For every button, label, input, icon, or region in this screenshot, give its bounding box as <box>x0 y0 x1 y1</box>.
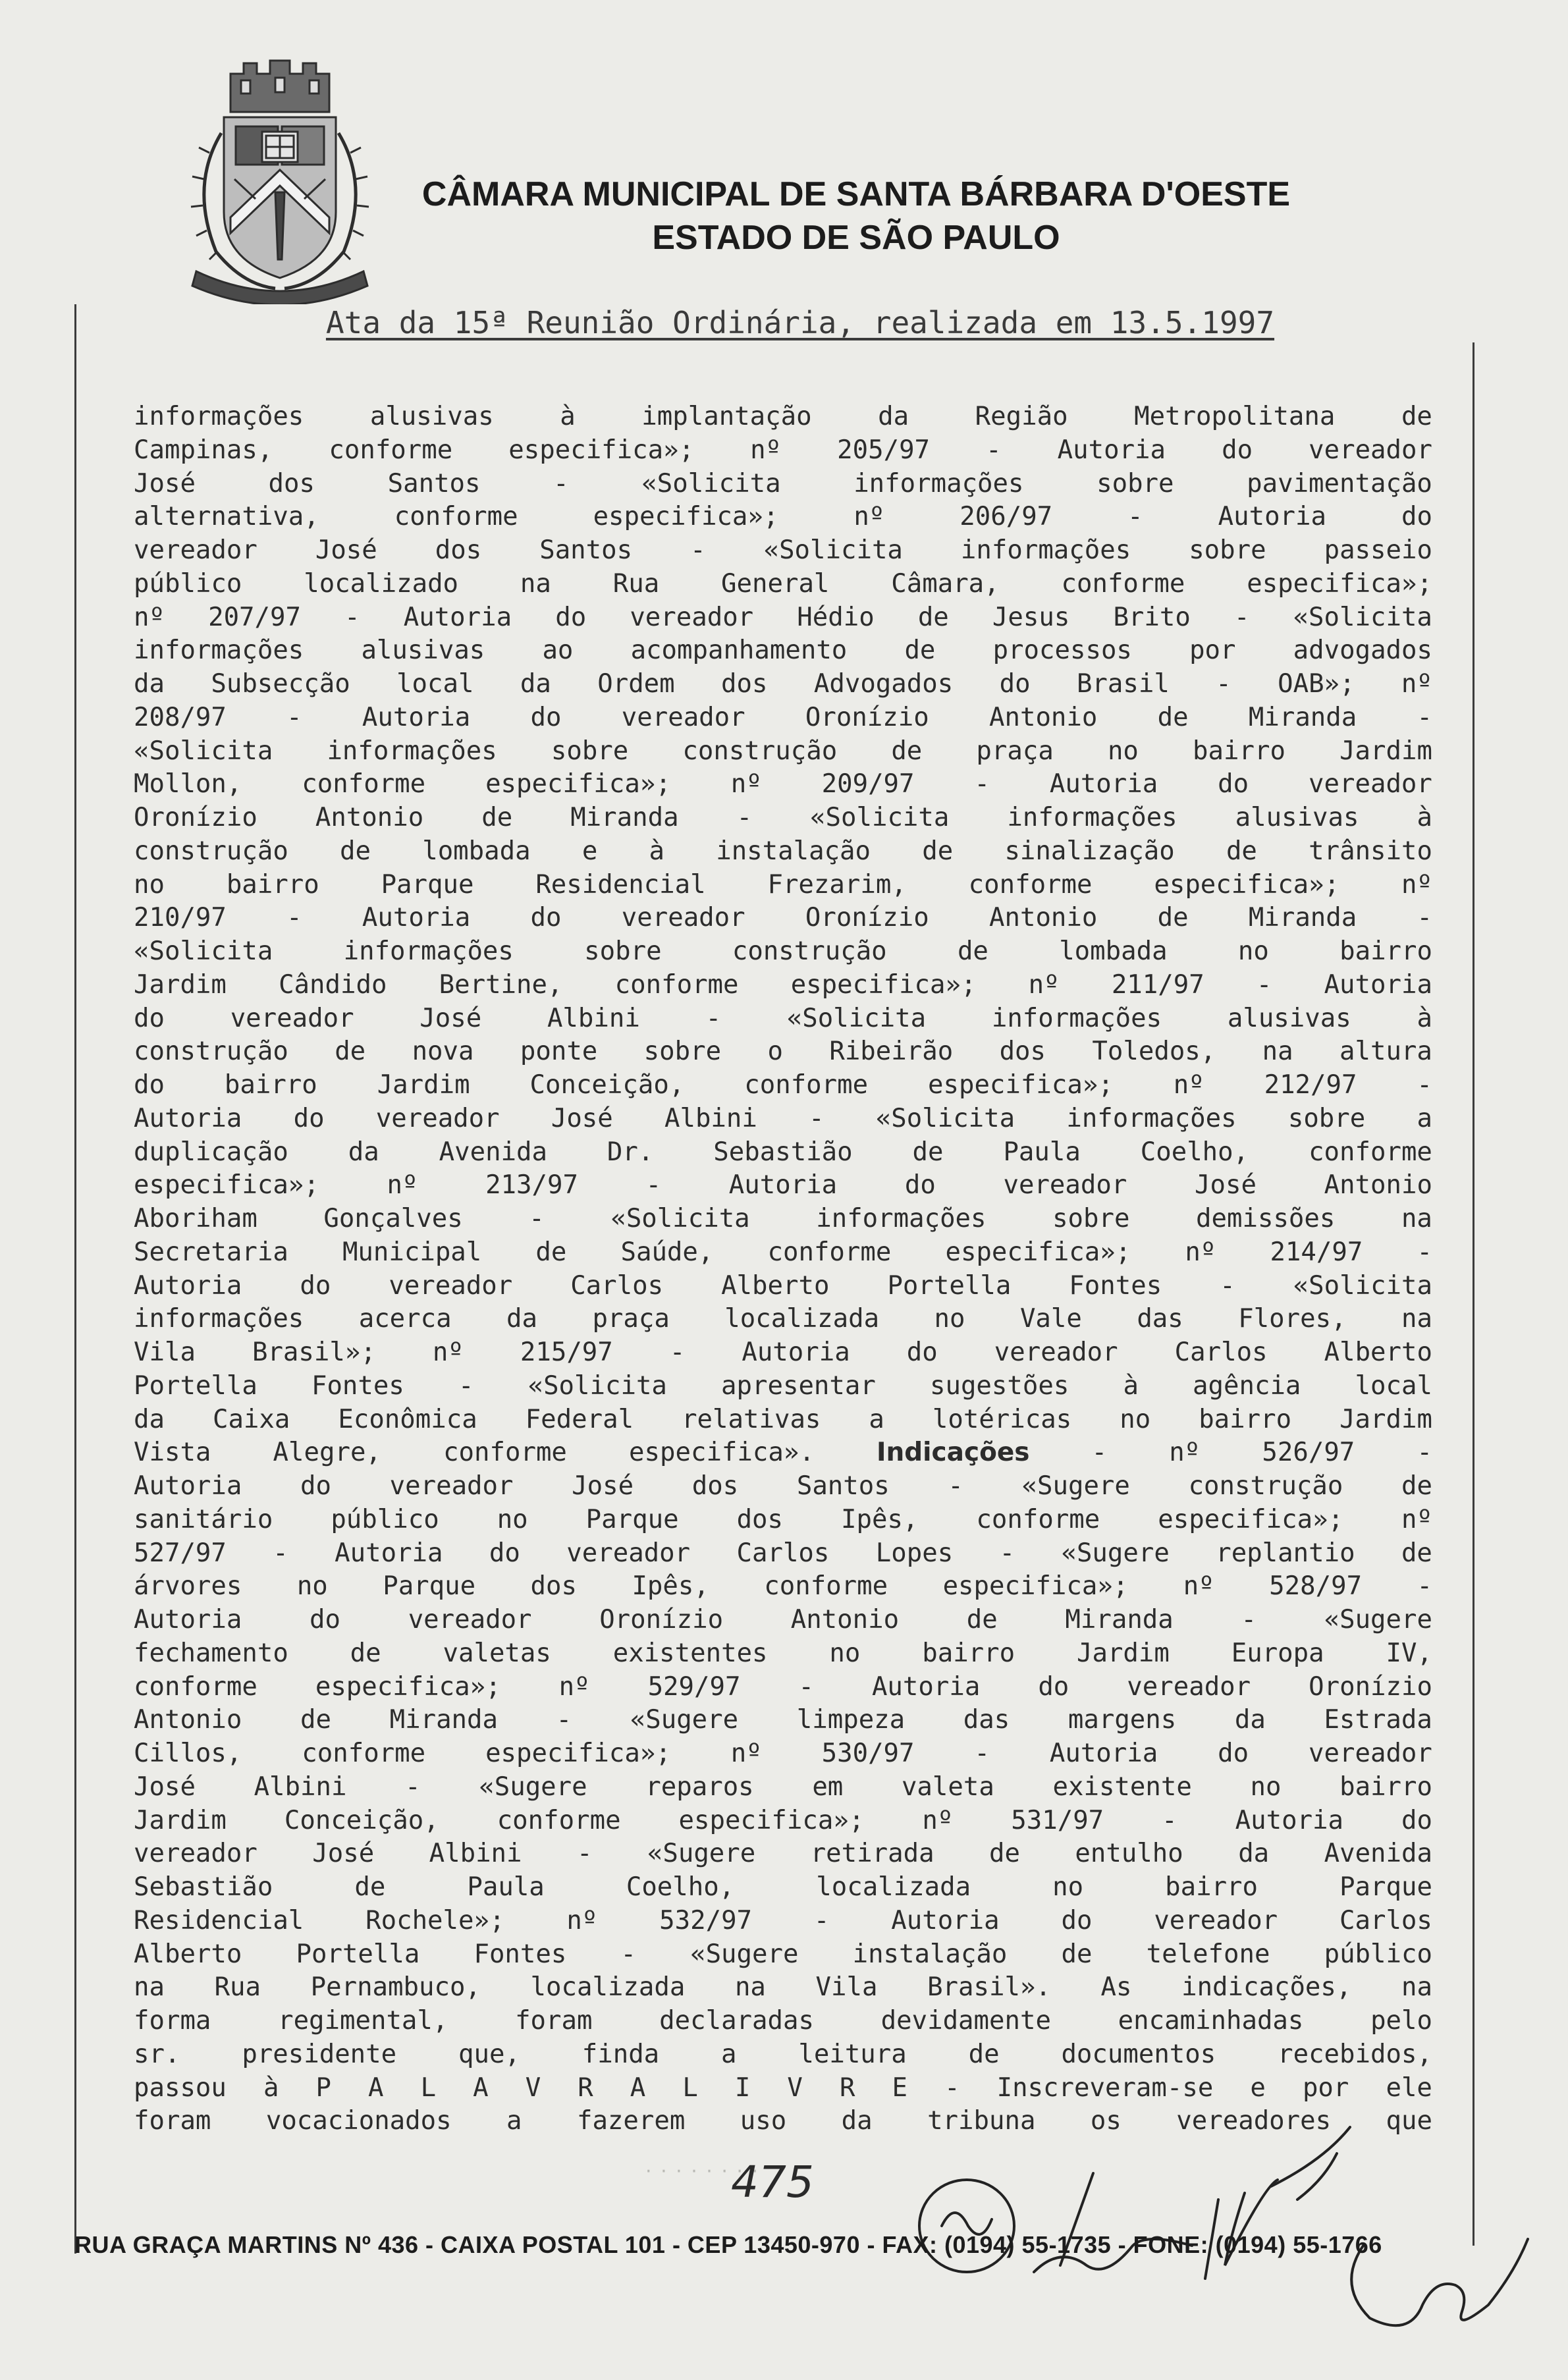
minutes-line: sanitário público no Parque dos Ipês, conforme especifica»; nº <box>134 1504 1432 1534</box>
minutes-line: da Caixa Econômica Federal relativas a lotéricas no bairro Jardim <box>134 1404 1432 1434</box>
minutes-line: fechamento de valetas existentes no bairro Jardim Europa IV, <box>134 1638 1432 1668</box>
minutes-line: público localizado na Rua General Câmara, conforme especifica»; <box>134 568 1432 599</box>
minutes-line: nº 207/97 - Autoria do vereador Hédio de Jesus Brito - «Solicita <box>134 602 1432 632</box>
minutes-line: Campinas, conforme especifica»; nº 205/97 - Autoria do vereador <box>134 435 1432 465</box>
minutes-line: Autoria do vereador José dos Santos - «Sugere construção de <box>134 1471 1432 1501</box>
minutes-line: informações alusivas à implantação da Região Metropolitana de <box>134 402 1432 431</box>
minutes-line: José Albini - «Sugere reparos em valeta existente no bairro <box>134 1771 1432 1802</box>
municipal-coat-of-arms-icon <box>170 54 390 304</box>
letterhead-footer-address: RUA GRAÇA MARTINS Nº 436 - CAIXA POSTAL 101 - CEP 13450-970 - FAX: (0194) 55-1735 - FONE: (0194) 55-1766 <box>74 2231 1382 2258</box>
minutes-line: sr. presidente que, finda a leitura de documentos recebidos, <box>134 2039 1432 2069</box>
minutes-line: 527/97 - Autoria do vereador Carlos Lopes - «Sugere replantio de <box>134 1538 1432 1568</box>
minutes-line: conforme especifica»; nº 529/97 - Autoria do vereador Oronízio <box>134 1671 1432 1702</box>
minutes-line: «Solicita informações sobre construção de praça no bairro Jardim <box>134 736 1432 766</box>
minutes-line: construção de nova ponte sobre o Ribeirão dos Toledos, na altura <box>134 1037 1432 1067</box>
state-name: ESTADO DE SÃO PAULO <box>652 219 1060 257</box>
minutes-line: 210/97 - Autoria do vereador Oronízio Antonio de Miranda - <box>134 903 1432 933</box>
minutes-line: vereador José Albini - «Sugere retirada de entulho da Avenida <box>134 1839 1432 1869</box>
faded-stamp-watermark: · · · · · · · · <box>645 2160 760 2183</box>
minutes-line: no bairro Parque Residencial Frezarim, conforme especifica»; nº <box>134 869 1432 900</box>
minutes-line: Autoria do vereador Oronízio Antonio de Miranda - «Sugere <box>134 1605 1432 1635</box>
minutes-line: Alberto Portella Fontes - «Sugere instalação de telefone público <box>134 1939 1432 1969</box>
minutes-line: «Solicita informações sobre construção de lombada no bairro <box>134 936 1432 966</box>
minutes-line: árvores no Parque dos Ipês, conforme especifica»; nº 528/97 - <box>134 1571 1432 1602</box>
minutes-line: na Rua Pernambuco, localizada na Vila Brasil». As indicações, na <box>134 1972 1432 2003</box>
right-margin-rule <box>1473 342 1474 2246</box>
minutes-line: construção de lombada e à instalação de sinalização de trânsito <box>134 836 1432 866</box>
minutes-line: Jardim Conceição, conforme especifica»; nº 531/97 - Autoria do <box>134 1805 1432 1835</box>
minutes-line: Aboriham Gonçalves - «Solicita informações sobre demissões na <box>134 1204 1432 1233</box>
minutes-line: alternativa, conforme especifica»; nº 206/97 - Autoria do <box>134 502 1432 532</box>
left-margin-rule <box>74 304 76 2254</box>
minutes-line: Cillos, conforme especifica»; nº 530/97 - Autoria do vereador <box>134 1739 1432 1768</box>
minutes-line: informações acerca da praça localizada no Vale das Flores, na <box>134 1304 1432 1334</box>
minutes-line: do bairro Jardim Conceição, conforme especifica»; nº 212/97 - <box>134 1070 1432 1100</box>
letterhead <box>395 173 1317 259</box>
minutes-line: da Subsecção local da Ordem dos Advogados do Brasil - OAB»; nº <box>134 669 1432 699</box>
minutes-line: passou à P A L A V R A L I V R E - Inscreveram-se e por ele <box>134 2072 1432 2103</box>
minutes-line: José dos Santos - «Solicita informações sobre pavimentação <box>134 468 1432 499</box>
page-number: 475 <box>731 2157 814 2207</box>
minutes-line: 208/97 - Autoria do vereador Oronízio Antonio de Miranda - <box>134 702 1432 732</box>
minutes-line: Residencial Rochele»; nº 532/97 - Autoria do vereador Carlos <box>134 1905 1432 1935</box>
minutes-line: especifica»; nº 213/97 - Autoria do vereador José Antonio <box>134 1170 1432 1201</box>
minutes-line: informações alusivas ao acompanhamento de processos por advogados <box>134 636 1432 666</box>
minutes-line: Vila Brasil»; nº 215/97 - Autoria do vereador Carlos Alberto <box>134 1338 1432 1367</box>
minutes-line: forma regimental, foram declaradas devidamente encaminhadas pelo <box>134 2006 1432 2036</box>
minutes-body <box>134 400 1432 2138</box>
minutes-line: Secretaria Municipal de Saúde, conforme especifica»; nº 214/97 - <box>134 1237 1432 1267</box>
minutes-line: do vereador José Albini - «Solicita informações alusivas à <box>134 1003 1432 1033</box>
minutes-line: duplicação da Avenida Dr. Sebastião de Paula Coelho, conforme <box>134 1137 1432 1167</box>
institution-name: CÂMARA MUNICIPAL DE SANTA BÁRBARA D'OESTE <box>421 175 1291 213</box>
minutes-line: Vista Alegre, conforme especifica». Indicações - nº 526/97 - <box>134 1438 1432 1468</box>
minutes-line: Autoria do vereador José Albini - «Solicita informações sobre a <box>134 1103 1432 1133</box>
minutes-line: Portella Fontes - «Solicita apresentar sugestões à agência local <box>134 1370 1432 1401</box>
minutes-line: Jardim Cândido Bertine, conforme especifica»; nº 211/97 - Autoria <box>134 969 1432 1000</box>
minutes-line: vereador José dos Santos - «Solicita informações sobre passeio <box>134 535 1432 565</box>
minutes-line: foram vocacionados a fazerem uso da tribuna os vereadores que <box>134 2106 1432 2136</box>
minutes-line: Sebastião de Paula Coelho, localizada no bairro Parque <box>134 1872 1432 1902</box>
minutes-line: Mollon, conforme especifica»; nº 209/97 - Autoria do vereador <box>134 769 1432 799</box>
minutes-line: Autoria do vereador Carlos Alberto Portella Fontes - «Solicita <box>134 1270 1432 1301</box>
minutes-line: Oronízio Antonio de Miranda - «Solicita informações alusivas à <box>134 803 1432 832</box>
minutes-title: Ata da 15ª Reunião Ordinária, realizada em 13.5.1997 <box>325 305 1275 340</box>
minutes-line: Antonio de Miranda - «Sugere limpeza das margens da Estrada <box>134 1705 1432 1735</box>
